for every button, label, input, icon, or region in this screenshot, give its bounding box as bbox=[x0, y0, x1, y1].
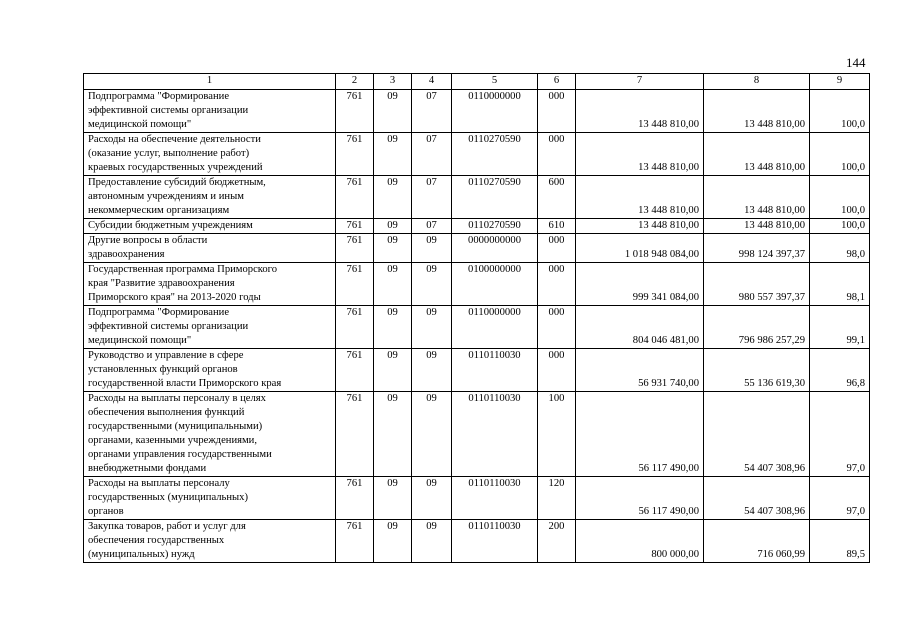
subsection-code-cell: 09 bbox=[412, 306, 452, 349]
agency-code-cell: 761 bbox=[336, 176, 374, 219]
planned-amount-cell: 800 000,00 bbox=[576, 520, 704, 563]
executed-amount-cell: 55 136 619,30 bbox=[704, 349, 810, 392]
planned-amount-cell: 999 341 084,00 bbox=[576, 263, 704, 306]
expense-name-line: краевых государственных учреждений bbox=[88, 162, 263, 173]
expense-name-line: эффективной системы организации bbox=[88, 321, 249, 332]
section-code-cell: 09 bbox=[374, 349, 412, 392]
section-code-cell: 09 bbox=[374, 133, 412, 176]
table-row bbox=[84, 176, 870, 219]
expense-name-line: внебюджетными фондами bbox=[88, 463, 207, 474]
expense-name-cell bbox=[84, 520, 336, 563]
target-article-cell: 0110110030 bbox=[452, 520, 538, 563]
subsection-code-cell: 07 bbox=[412, 133, 452, 176]
subsection-code-cell: 07 bbox=[412, 176, 452, 219]
column-header: 8 bbox=[704, 74, 810, 90]
subsection-code-cell: 09 bbox=[412, 349, 452, 392]
expense-name-line: установленных функций органов bbox=[88, 364, 238, 375]
expense-name-line: Приморского края" на 2013-2020 годы bbox=[88, 292, 261, 303]
planned-amount-cell: 56 117 490,00 bbox=[576, 392, 704, 477]
expense-name-line: эффективной системы организации bbox=[88, 105, 249, 116]
expense-name-line: государственной власти Приморского края bbox=[88, 378, 282, 389]
expense-name-line: некоммерческим организациям bbox=[88, 205, 230, 216]
table-row bbox=[84, 219, 870, 234]
target-article-cell: 0110110030 bbox=[452, 349, 538, 392]
executed-amount-cell: 980 557 397,37 bbox=[704, 263, 810, 306]
column-header: 7 bbox=[576, 74, 704, 90]
expense-name-line: Закупка товаров, работ и услуг для bbox=[88, 521, 246, 532]
planned-amount-cell: 1 018 948 084,00 bbox=[576, 234, 704, 263]
planned-amount-cell: 13 448 810,00 bbox=[576, 219, 704, 234]
column-header: 5 bbox=[452, 74, 538, 90]
execution-percent-cell: 100,0 bbox=[810, 90, 870, 133]
expense-name-line: здравоохранения bbox=[88, 249, 165, 260]
subsection-code-cell: 07 bbox=[412, 90, 452, 133]
expense-name-line: Другие вопросы в области bbox=[88, 235, 208, 246]
section-code-cell: 09 bbox=[374, 263, 412, 306]
table-row bbox=[84, 90, 870, 133]
planned-amount-cell: 13 448 810,00 bbox=[576, 90, 704, 133]
expense-type-cell: 610 bbox=[538, 219, 576, 234]
execution-percent-cell: 96,8 bbox=[810, 349, 870, 392]
planned-amount-cell: 804 046 481,00 bbox=[576, 306, 704, 349]
planned-amount-cell: 56 931 740,00 bbox=[576, 349, 704, 392]
executed-amount-cell: 796 986 257,29 bbox=[704, 306, 810, 349]
expense-name-line: государственных (муниципальных) bbox=[88, 492, 248, 503]
header-row bbox=[84, 74, 870, 90]
expense-name-cell bbox=[84, 263, 336, 306]
expense-name-line: Государственная программа Приморского bbox=[88, 264, 278, 275]
subsection-code-cell: 09 bbox=[412, 520, 452, 563]
expense-name-line: обеспечения государственных bbox=[88, 535, 225, 546]
expense-name-cell bbox=[84, 133, 336, 176]
target-article-cell: 0110000000 bbox=[452, 90, 538, 133]
target-article-cell: 0110110030 bbox=[452, 392, 538, 477]
expense-type-cell: 000 bbox=[538, 349, 576, 392]
section-code-cell: 09 bbox=[374, 234, 412, 263]
table-row bbox=[84, 392, 870, 477]
expense-name-line: автономным учреждениям и иным bbox=[88, 191, 244, 202]
execution-percent-cell: 98,0 bbox=[810, 234, 870, 263]
expense-name-cell bbox=[84, 90, 336, 133]
column-header: 9 bbox=[810, 74, 870, 90]
section-code-cell: 09 bbox=[374, 90, 412, 133]
expense-type-cell: 100 bbox=[538, 392, 576, 477]
table-row bbox=[84, 520, 870, 563]
section-code-cell: 09 bbox=[374, 176, 412, 219]
executed-amount-cell: 716 060,99 bbox=[704, 520, 810, 563]
expense-name-line: Предоставление субсидий бюджетным, bbox=[88, 177, 266, 188]
column-header: 6 bbox=[538, 74, 576, 90]
subsection-code-cell: 07 bbox=[412, 219, 452, 234]
subsection-code-cell: 09 bbox=[412, 234, 452, 263]
table-row bbox=[84, 133, 870, 176]
expense-type-cell: 000 bbox=[538, 234, 576, 263]
expense-name-line: Подпрограмма "Формирование bbox=[88, 91, 230, 102]
budget-table bbox=[83, 73, 870, 563]
expense-name-cell bbox=[84, 477, 336, 520]
expense-type-cell: 000 bbox=[538, 263, 576, 306]
section-code-cell: 09 bbox=[374, 219, 412, 234]
execution-percent-cell: 100,0 bbox=[810, 219, 870, 234]
target-article-cell: 0110270590 bbox=[452, 219, 538, 234]
agency-code-cell: 761 bbox=[336, 392, 374, 477]
table-row bbox=[84, 477, 870, 520]
execution-percent-cell: 98,1 bbox=[810, 263, 870, 306]
expense-name-line: Субсидии бюджетным учреждениям bbox=[88, 220, 253, 231]
expense-name-cell bbox=[84, 349, 336, 392]
executed-amount-cell: 998 124 397,37 bbox=[704, 234, 810, 263]
expense-name-cell bbox=[84, 306, 336, 349]
section-code-cell: 09 bbox=[374, 392, 412, 477]
planned-amount-cell: 13 448 810,00 bbox=[576, 133, 704, 176]
agency-code-cell: 761 bbox=[336, 219, 374, 234]
table-body bbox=[84, 90, 870, 563]
expense-name-line: (оказание услуг, выполнение работ) bbox=[88, 148, 250, 159]
agency-code-cell: 761 bbox=[336, 263, 374, 306]
target-article-cell: 0110270590 bbox=[452, 133, 538, 176]
target-article-cell: 0110110030 bbox=[452, 477, 538, 520]
expense-name-line: органов bbox=[88, 506, 124, 517]
column-header: 3 bbox=[374, 74, 412, 90]
expense-name-line: медицинской помощи" bbox=[88, 335, 192, 346]
expense-name-line: края "Развитие здравоохранения bbox=[88, 278, 235, 289]
expense-type-cell: 120 bbox=[538, 477, 576, 520]
column-header: 4 bbox=[412, 74, 452, 90]
executed-amount-cell: 13 448 810,00 bbox=[704, 176, 810, 219]
expense-name-line: Расходы на выплаты персоналу bbox=[88, 478, 230, 489]
table-row bbox=[84, 263, 870, 306]
expense-name-cell bbox=[84, 176, 336, 219]
agency-code-cell: 761 bbox=[336, 133, 374, 176]
page-number: 144 bbox=[846, 55, 866, 70]
execution-percent-cell: 99,1 bbox=[810, 306, 870, 349]
execution-percent-cell: 100,0 bbox=[810, 133, 870, 176]
agency-code-cell: 761 bbox=[336, 90, 374, 133]
expense-name-line: обеспечения выполнения функций bbox=[88, 407, 245, 418]
expense-type-cell: 000 bbox=[538, 133, 576, 176]
execution-percent-cell: 97,0 bbox=[810, 477, 870, 520]
section-code-cell: 09 bbox=[374, 306, 412, 349]
target-article-cell: 0100000000 bbox=[452, 263, 538, 306]
executed-amount-cell: 54 407 308,96 bbox=[704, 477, 810, 520]
expense-name-line: (муниципальных) нужд bbox=[88, 549, 195, 560]
section-code-cell: 09 bbox=[374, 520, 412, 563]
expense-type-cell: 000 bbox=[538, 90, 576, 133]
expense-name-line: Подпрограмма "Формирование bbox=[88, 307, 230, 318]
agency-code-cell: 761 bbox=[336, 234, 374, 263]
expense-type-cell: 600 bbox=[538, 176, 576, 219]
executed-amount-cell: 13 448 810,00 bbox=[704, 90, 810, 133]
target-article-cell: 0110000000 bbox=[452, 306, 538, 349]
expense-name-line: Расходы на обеспечение деятельности bbox=[88, 134, 261, 145]
expense-name-line: органами, казенными учреждениями, bbox=[88, 435, 258, 446]
expense-name-line: государственными (муниципальными) bbox=[88, 421, 263, 432]
executed-amount-cell: 54 407 308,96 bbox=[704, 392, 810, 477]
target-article-cell: 0110270590 bbox=[452, 176, 538, 219]
subsection-code-cell: 09 bbox=[412, 392, 452, 477]
table-row bbox=[84, 349, 870, 392]
agency-code-cell: 761 bbox=[336, 349, 374, 392]
expense-type-cell: 200 bbox=[538, 520, 576, 563]
section-code-cell: 09 bbox=[374, 477, 412, 520]
expense-name-cell bbox=[84, 392, 336, 477]
expense-type-cell: 000 bbox=[538, 306, 576, 349]
target-article-cell: 0000000000 bbox=[452, 234, 538, 263]
table-row bbox=[84, 306, 870, 349]
subsection-code-cell: 09 bbox=[412, 263, 452, 306]
expense-name-cell bbox=[84, 219, 336, 234]
expense-name-line: медицинской помощи" bbox=[88, 119, 192, 130]
executed-amount-cell: 13 448 810,00 bbox=[704, 219, 810, 234]
executed-amount-cell: 13 448 810,00 bbox=[704, 133, 810, 176]
planned-amount-cell: 13 448 810,00 bbox=[576, 176, 704, 219]
planned-amount-cell: 56 117 490,00 bbox=[576, 477, 704, 520]
execution-percent-cell: 89,5 bbox=[810, 520, 870, 563]
agency-code-cell: 761 bbox=[336, 306, 374, 349]
agency-code-cell: 761 bbox=[336, 520, 374, 563]
execution-percent-cell: 100,0 bbox=[810, 176, 870, 219]
subsection-code-cell: 09 bbox=[412, 477, 452, 520]
execution-percent-cell: 97,0 bbox=[810, 392, 870, 477]
expense-name-cell bbox=[84, 234, 336, 263]
agency-code-cell: 761 bbox=[336, 477, 374, 520]
expense-name-line: Расходы на выплаты персоналу в целях bbox=[88, 393, 266, 404]
table-row bbox=[84, 234, 870, 263]
column-header: 1 bbox=[84, 74, 336, 90]
column-header: 2 bbox=[336, 74, 374, 90]
expense-name-line: Руководство и управление в сфере bbox=[88, 350, 244, 361]
expense-name-line: органами управления государственными bbox=[88, 449, 272, 460]
